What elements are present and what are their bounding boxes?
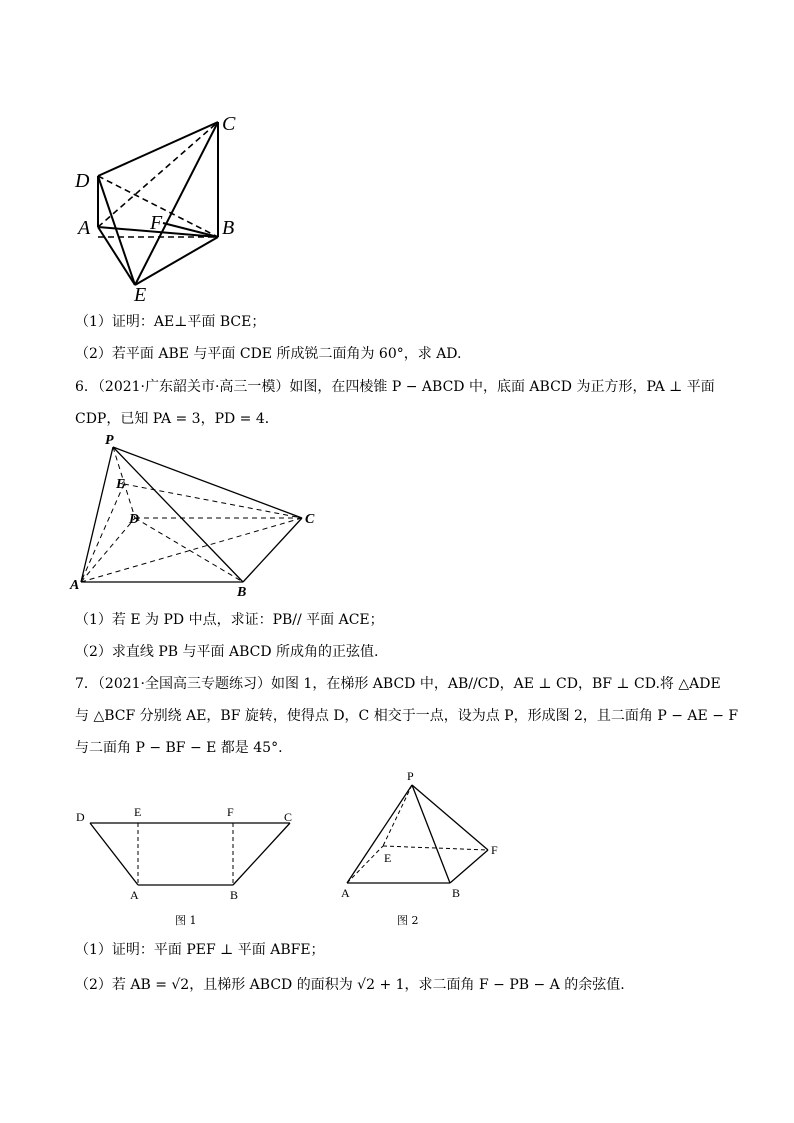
p6-part1: （1）若 E 为 PD 中点，求证：PB// 平面 ACE；	[75, 612, 384, 628]
label-A: A	[70, 578, 80, 593]
label-A: A	[130, 888, 139, 902]
p7-statement-line3: 与二面角 P − BF − E 都是 45°.	[75, 740, 283, 756]
label-C: C	[222, 113, 236, 135]
p7-part2: （2）若 AB = √2，且梯形 ABCD 的面积为 √2 + 1，求二面角 F − PB − A 的余弦值.	[75, 977, 625, 993]
p7-part1: （1）证明：平面 PEF ⊥ 平面 ABFE；	[75, 942, 325, 958]
p5-part1: （1）证明：AE⊥平面 BCE；	[75, 314, 266, 330]
label-C: C	[284, 810, 293, 824]
label-D: D	[129, 512, 140, 527]
label-D: D	[75, 170, 90, 192]
label-E: E	[116, 477, 126, 492]
p7-statement-line2: 与 △BCF 分别绕 AE，BF 旋转，使得点 D，C 相交于一点，设为点 P，形成图 2，且二面角 P − AE − F	[75, 708, 739, 724]
label-F: F	[150, 212, 163, 234]
figure-pyramid	[65, 432, 335, 602]
label-F: F	[491, 843, 498, 857]
p6-statement-line1: 6．（2021·广东韶关市·高三一模）如图，在四棱锥 P − ABCD 中，底面 ABCD 为正方形，PA ⊥ 平面	[75, 379, 715, 395]
label-E: E	[384, 851, 392, 865]
label-E: E	[134, 284, 147, 305]
p6-part2: （2）求直线 PB 与平面 ABCD 所成角的正弦值.	[75, 644, 379, 660]
caption-fig1: 图 1	[175, 914, 197, 927]
label-B: B	[237, 585, 247, 600]
caption-fig2: 图 2	[397, 914, 419, 927]
p6-statement-line2: CDP，已知 PA = 3，PD = 4．	[75, 411, 279, 427]
figure-trapezoid	[70, 800, 310, 935]
label-C: C	[305, 512, 315, 527]
label-A: A	[341, 886, 350, 900]
label-F: F	[227, 805, 234, 819]
label-A: A	[78, 217, 91, 239]
label-B: B	[452, 886, 461, 900]
label-B: B	[222, 217, 235, 239]
figure-prism	[70, 105, 270, 305]
p5-part2: （2）若平面 ABE 与平面 CDE 所成锐二面角为 60°，求 AD.	[75, 346, 462, 362]
label-B: B	[230, 888, 239, 902]
p7-statement-line1: 7．（2021·全国高三专题练习）如图 1，在梯形 ABCD 中，AB//CD，AE ⊥ CD，BF ⊥ CD.将 △ADE	[75, 676, 721, 692]
label-D: D	[76, 810, 85, 824]
label-E: E	[134, 805, 142, 819]
label-P: P	[105, 433, 114, 448]
figure-folded-pyramid	[335, 765, 515, 930]
label-P: P	[407, 769, 414, 783]
